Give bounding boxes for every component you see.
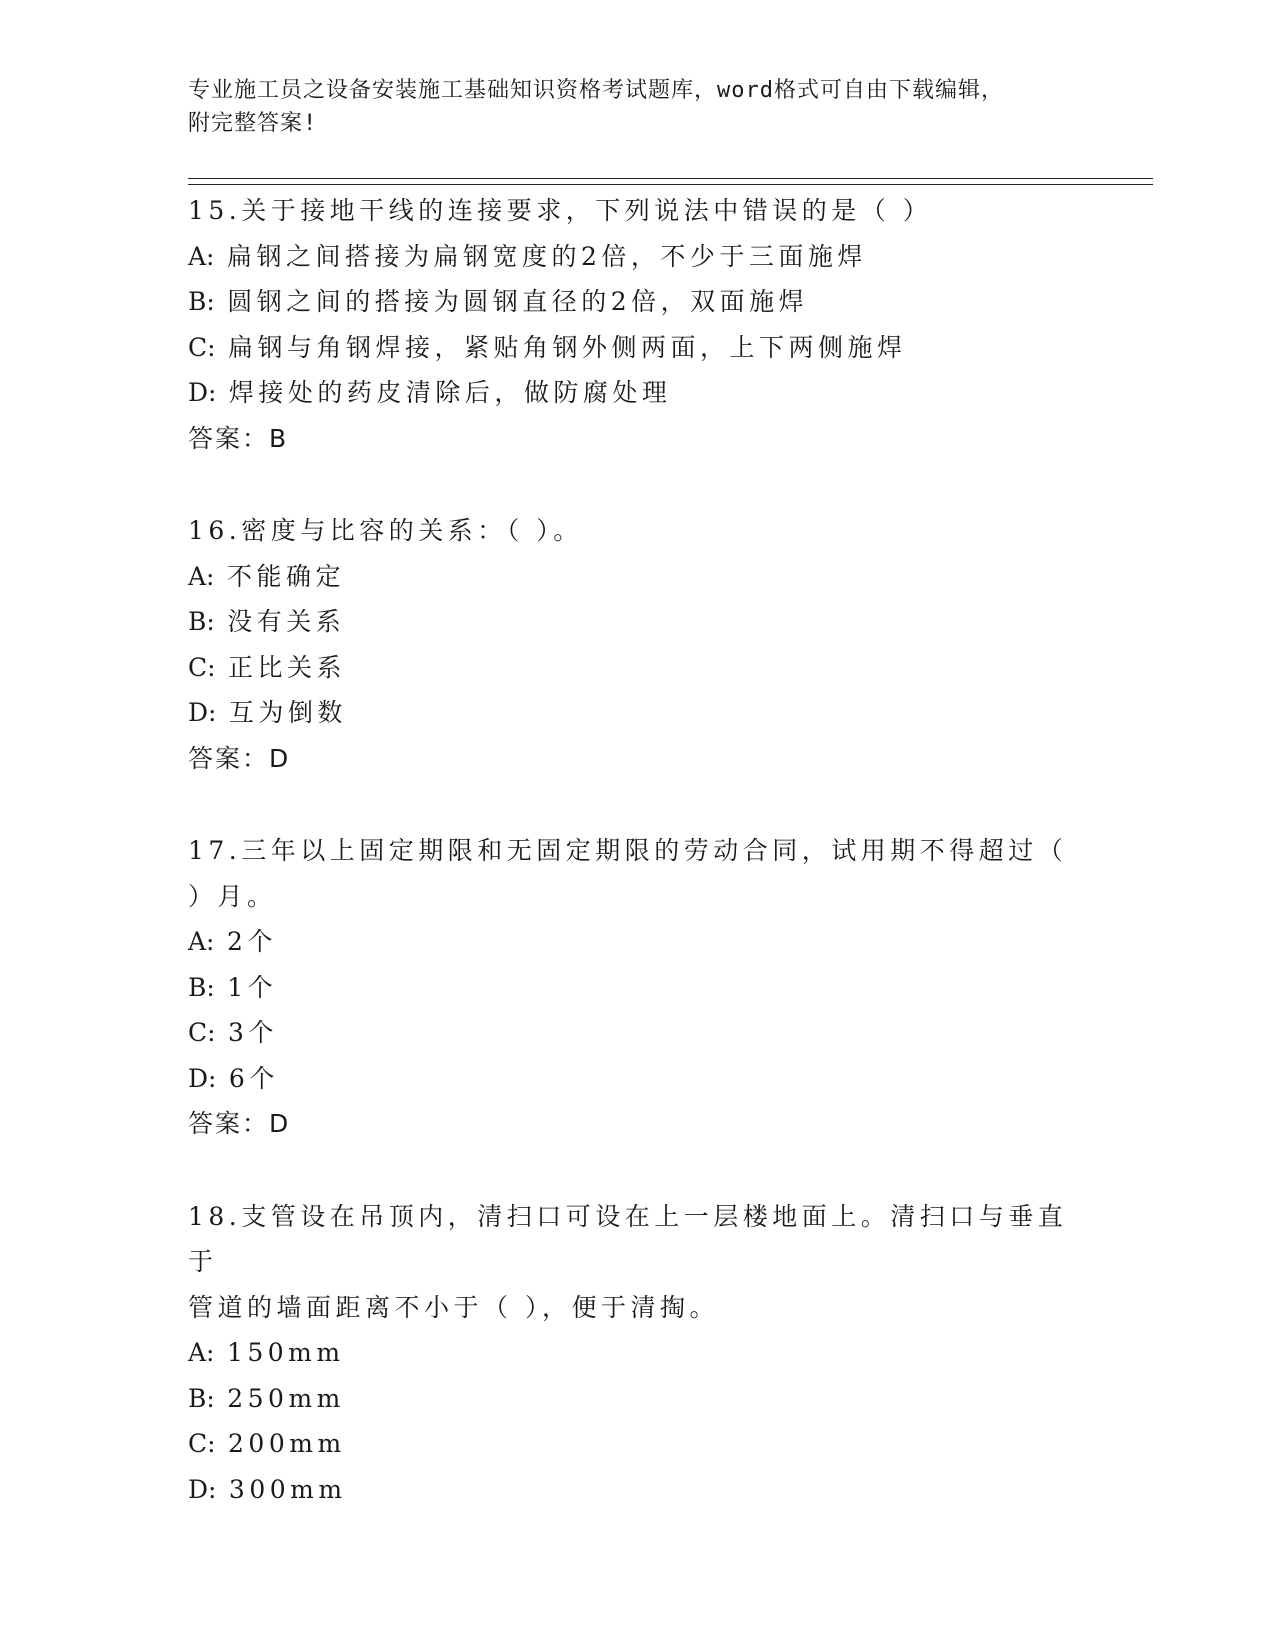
option-text: 正比关系 <box>228 652 347 682</box>
option-letter: D: <box>188 698 217 727</box>
header-divider-top <box>188 178 1153 179</box>
option-text: 互为倒数 <box>228 698 347 727</box>
question-stem-line-1: 18.支管设在吊顶内，清扫口可设在上一层楼地面上。清扫口与垂直于 <box>188 1201 1068 1276</box>
option-c <box>188 325 1088 371</box>
option-a <box>188 1330 1088 1376</box>
option-text: 300mm <box>228 1474 347 1504</box>
option-letter: C: <box>188 332 216 362</box>
option-letter: D: <box>188 1474 217 1504</box>
option-letter: D: <box>188 1063 217 1093</box>
header-divider-bottom <box>188 184 1153 185</box>
option-letter: A: <box>188 561 215 591</box>
option-c <box>188 1421 1088 1467</box>
option-a <box>188 234 1088 280</box>
option-letter: A: <box>188 927 215 956</box>
option-b <box>188 599 1088 645</box>
question-list <box>188 188 1088 1512</box>
option-text: 6个 <box>228 1063 279 1093</box>
question-16 <box>188 508 1088 781</box>
question-spacer <box>188 461 1088 508</box>
option-text: 圆钢之间的搭接为圆钢直径的2倍，双面施焊 <box>227 287 809 316</box>
option-b <box>188 965 1088 1011</box>
option-letter: C: <box>188 1018 216 1047</box>
option-text: 1个 <box>227 972 278 1002</box>
answer-line: 答案：B <box>188 423 289 453</box>
option-c <box>188 645 1088 691</box>
option-a <box>188 554 1088 600</box>
question-spacer <box>188 1147 1088 1194</box>
question-stem: 16.密度与比容的关系：（ ）。 <box>188 516 583 545</box>
option-letter: B: <box>188 287 215 316</box>
option-letter: B: <box>188 1383 215 1413</box>
option-c <box>188 1010 1088 1056</box>
option-d <box>188 690 1088 736</box>
option-d <box>188 370 1088 416</box>
answer-line: 答案：D <box>188 1109 291 1138</box>
option-text: 200mm <box>228 1429 346 1458</box>
option-text: 3个 <box>228 1018 278 1047</box>
question-stem-line-2: ）月。 <box>188 881 277 911</box>
option-text: 扁钢之间搭接为扁钢宽度的2倍，不少于三面施焊 <box>226 241 867 271</box>
question-stem-line-1: 17.三年以上固定期限和无固定期限的劳动合同，试用期不得超过（ <box>188 836 1068 865</box>
header-line-2: 附完整答案! <box>188 111 318 136</box>
option-letter: B: <box>188 972 215 1002</box>
option-b <box>188 1376 1088 1422</box>
option-letter: A: <box>188 1338 215 1367</box>
option-text: 250mm <box>227 1383 345 1413</box>
option-text: 焊接处的药皮清除后，做防腐处理 <box>228 378 672 407</box>
option-d <box>188 1056 1088 1102</box>
question-stem: 15.关于接地干线的连接要求，下列说法中错误的是（ ） <box>188 196 933 225</box>
document-header <box>188 74 1088 140</box>
option-text: 扁钢与角钢焊接，紧贴角钢外侧两面，上下两侧施焊 <box>228 332 907 362</box>
answer-line: 答案：D <box>188 743 291 773</box>
option-letter: A: <box>188 241 215 271</box>
option-letter: C: <box>188 652 216 682</box>
question-spacer <box>188 781 1088 828</box>
question-17 <box>188 828 1088 1147</box>
option-letter: D: <box>188 378 217 407</box>
question-15 <box>188 188 1088 461</box>
option-text: 没有关系 <box>227 607 346 636</box>
option-letter: C: <box>188 1429 216 1458</box>
header-line-1: 专业施工员之设备安装施工基础知识资格考试题库，word格式可自由下载编辑， <box>188 78 1004 103</box>
option-a <box>188 919 1088 965</box>
option-d <box>188 1467 1088 1513</box>
question-18 <box>188 1194 1088 1513</box>
option-text: 150mm <box>226 1338 345 1367</box>
option-letter: B: <box>188 607 215 636</box>
option-b <box>188 279 1088 325</box>
option-text: 2个 <box>226 927 277 956</box>
question-stem-line-2: 管道的墙面距离不小于（ ），便于清掏。 <box>188 1292 719 1322</box>
option-text: 不能确定 <box>226 561 345 591</box>
